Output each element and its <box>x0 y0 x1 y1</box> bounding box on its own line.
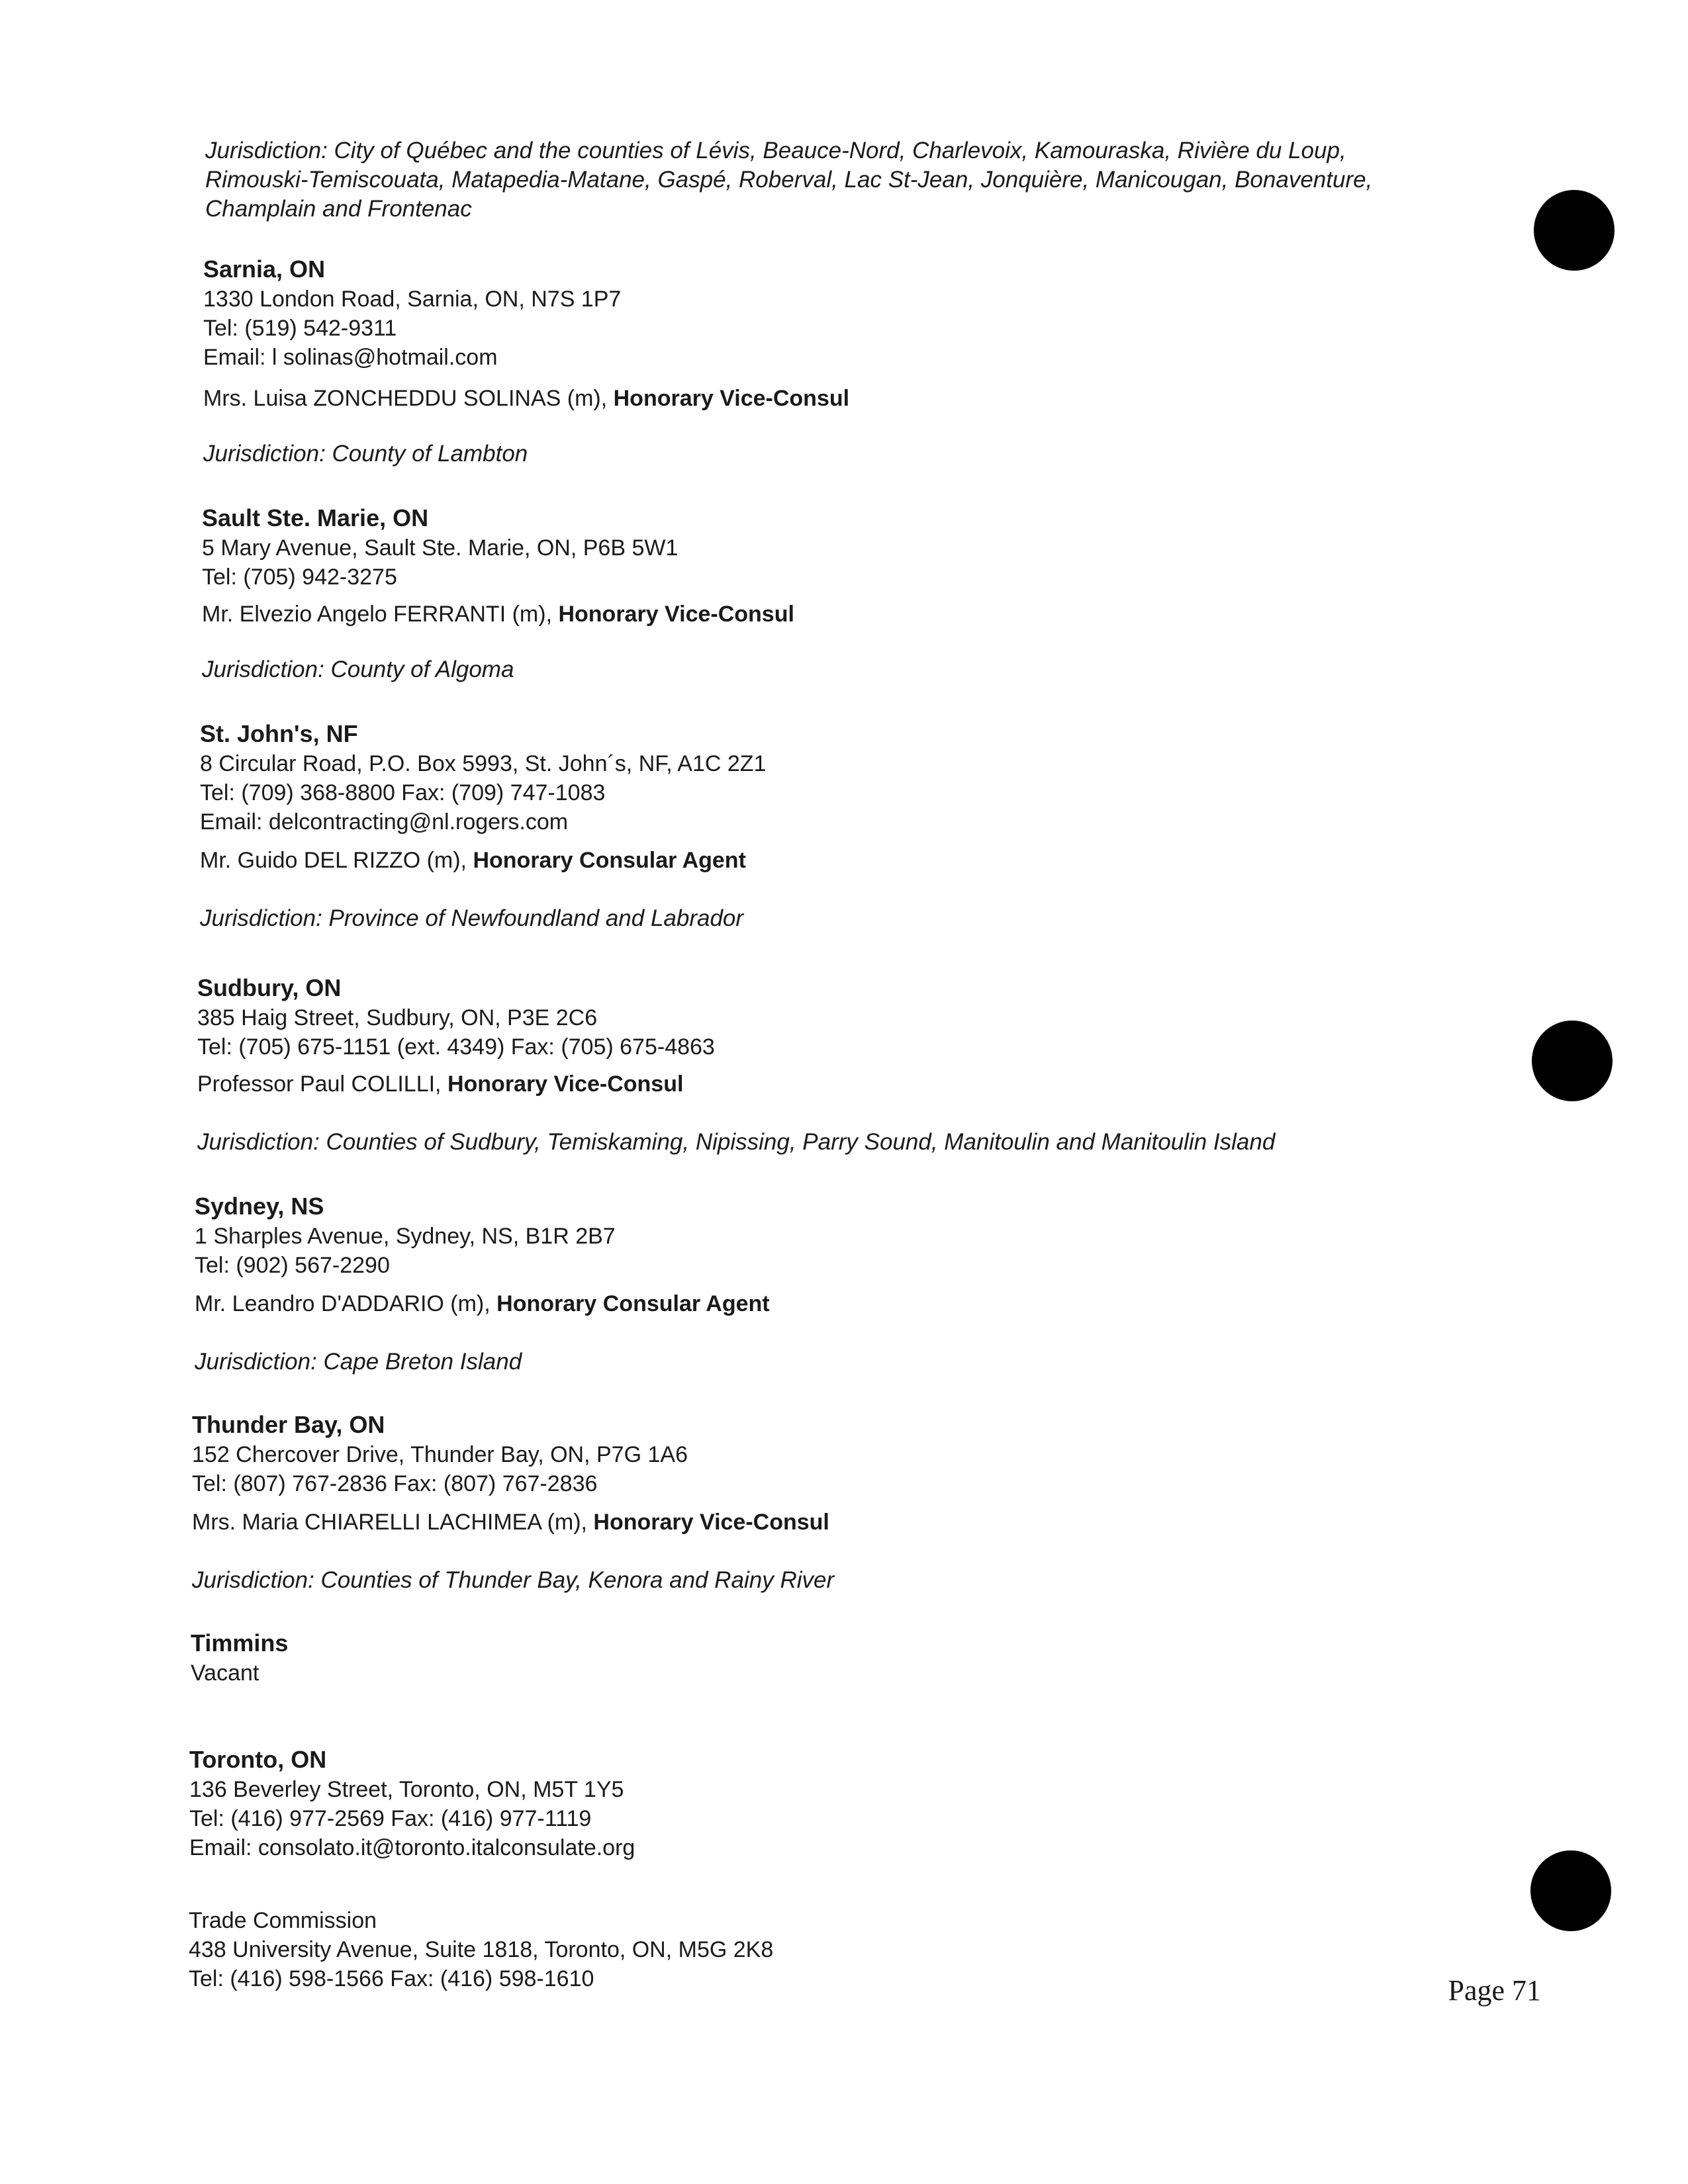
entry-jurisdiction: Jurisdiction: County of Lambton <box>203 441 528 467</box>
person-name: Mr. Elvezio Angelo FERRANTI (m), <box>202 602 559 627</box>
entry-st-johns <box>200 719 766 933</box>
trade-commission-label: Trade Commission <box>189 1908 377 1933</box>
entry-line: 152 Chercover Drive, Thunder Bay, ON, P7G 1A6 <box>192 1442 688 1467</box>
entry-line: 8 Circular Road, P.O. Box 5993, St. John´s, NF, A1C 2Z1 <box>200 751 767 776</box>
entry-sarnia <box>203 254 849 469</box>
entry-line: Tel: (416) 977-2569 Fax: (416) 977-1119 <box>189 1806 592 1831</box>
entry-line: 1 Sharples Avenue, Sydney, NS, B1R 2B7 <box>195 1224 616 1249</box>
entry-line: Tel: (705) 675-1151 (ext. 4349) Fax: (705) 675-4863 <box>197 1034 715 1060</box>
person-title: Honorary Consular Agent <box>496 1291 770 1316</box>
entry-line: 1330 London Road, Sarnia, ON, N7S 1P7 <box>203 287 622 312</box>
entry-person <box>203 384 849 413</box>
jurisdiction-line: Champlain and Frontenac <box>205 196 472 222</box>
entry-line: 438 University Avenue, Suite 1818, Toronto, ON, M5G 2K8 <box>189 1937 774 1962</box>
entry-heading: Sarnia, ON <box>203 255 326 283</box>
jurisdiction-line: Rimouski-Temiscouata, Matapedia-Matane, Gaspé, Roberval, Lac St-Jean, Jonquière, Manicougan, Bonaventure, <box>205 167 1373 193</box>
entry-person <box>192 1508 834 1537</box>
entry-sudbury <box>197 973 1275 1157</box>
entry-heading: Sydney, NS <box>195 1193 324 1220</box>
entry-timmins <box>191 1628 288 1688</box>
entry-line: Tel: (705) 942-3275 <box>202 565 397 590</box>
person-name: Professor Paul COLILLI, <box>197 1071 447 1097</box>
person-title: Honorary Vice-Consul <box>593 1510 829 1535</box>
person-name: Mr. Leandro D'ADDARIO (m), <box>195 1291 497 1316</box>
entry-line: Tel: (709) 368-8800 Fax: (709) 747-1083 <box>200 780 606 805</box>
entry-person <box>200 846 766 875</box>
trade-commission <box>189 1906 773 1993</box>
person-title: Honorary Vice-Consul <box>447 1071 684 1097</box>
entry-person <box>197 1069 1275 1099</box>
entry-jurisdiction: Jurisdiction: Cape Breton Island <box>195 1349 522 1375</box>
entry-line: Tel: (416) 598-1566 Fax: (416) 598-1610 <box>189 1966 594 1991</box>
entry-line: Tel: (902) 567-2290 <box>195 1253 390 1278</box>
person-title: Honorary Consular Agent <box>473 848 746 873</box>
person-name: Mr. Guido DEL RIZZO (m), <box>200 848 473 873</box>
intro-jurisdiction <box>205 136 1372 224</box>
entry-heading: Toronto, ON <box>189 1746 327 1773</box>
entry-sault-ste-marie <box>202 503 794 684</box>
punch-hole-icon <box>1530 1850 1611 1931</box>
person-name: Mrs. Maria CHIARELLI LACHIMEA (m), <box>192 1510 594 1535</box>
entry-line: Tel: (807) 767-2836 Fax: (807) 767-2836 <box>192 1471 598 1496</box>
punch-hole-icon <box>1534 190 1615 271</box>
entry-person <box>202 600 794 629</box>
entry-person <box>195 1289 770 1318</box>
entry-jurisdiction: Jurisdiction: Counties of Thunder Bay, Kenora and Rainy River <box>192 1567 835 1593</box>
entry-jurisdiction: Jurisdiction: Counties of Sudbury, Temiskaming, Nipissing, Parry Sound, Manitoulin and Manitoulin Island <box>197 1129 1276 1155</box>
entry-jurisdiction: Jurisdiction: County of Algoma <box>202 657 514 682</box>
entry-line: 5 Mary Avenue, Sault Ste. Marie, ON, P6B 5W1 <box>202 535 679 561</box>
entry-thunder-bay <box>192 1410 834 1595</box>
entry-email: Email: delcontracting@nl.rogers.com <box>200 809 569 835</box>
entry-sydney <box>195 1191 770 1377</box>
person-title: Honorary Vice-Consul <box>613 386 850 411</box>
entry-jurisdiction: Jurisdiction: Province of Newfoundland and Labrador <box>200 905 744 931</box>
person-title: Honorary Vice-Consul <box>558 602 794 627</box>
entry-email: Email: consolato.it@toronto.italconsulate.org <box>189 1835 635 1860</box>
entry-line: Tel: (519) 542-9311 <box>203 316 397 341</box>
entry-heading: Sault Ste. Marie, ON <box>202 504 429 531</box>
entry-heading: St. John's, NF <box>200 720 358 747</box>
entry-heading: Thunder Bay, ON <box>192 1411 385 1438</box>
punch-hole-icon <box>1532 1021 1613 1101</box>
entry-heading: Timmins <box>191 1629 289 1657</box>
page-number: Page 71 <box>1448 1974 1541 2007</box>
entry-heading: Sudbury, ON <box>197 974 342 1001</box>
entry-email: Email: l solinas@hotmail.com <box>203 345 498 370</box>
entry-line: 385 Haig Street, Sudbury, ON, P3E 2C6 <box>197 1005 598 1030</box>
person-name: Mrs. Luisa ZONCHEDDU SOLINAS (m), <box>203 386 614 411</box>
entry-status: Vacant <box>191 1661 259 1686</box>
entry-toronto <box>189 1745 635 1862</box>
entry-line: 136 Beverley Street, Toronto, ON, M5T 1Y5 <box>189 1777 624 1802</box>
jurisdiction-line: Jurisdiction: City of Québec and the counties of Lévis, Beauce-Nord, Charlevoix, Kamouraska, Rivière du Loup, <box>205 138 1346 163</box>
